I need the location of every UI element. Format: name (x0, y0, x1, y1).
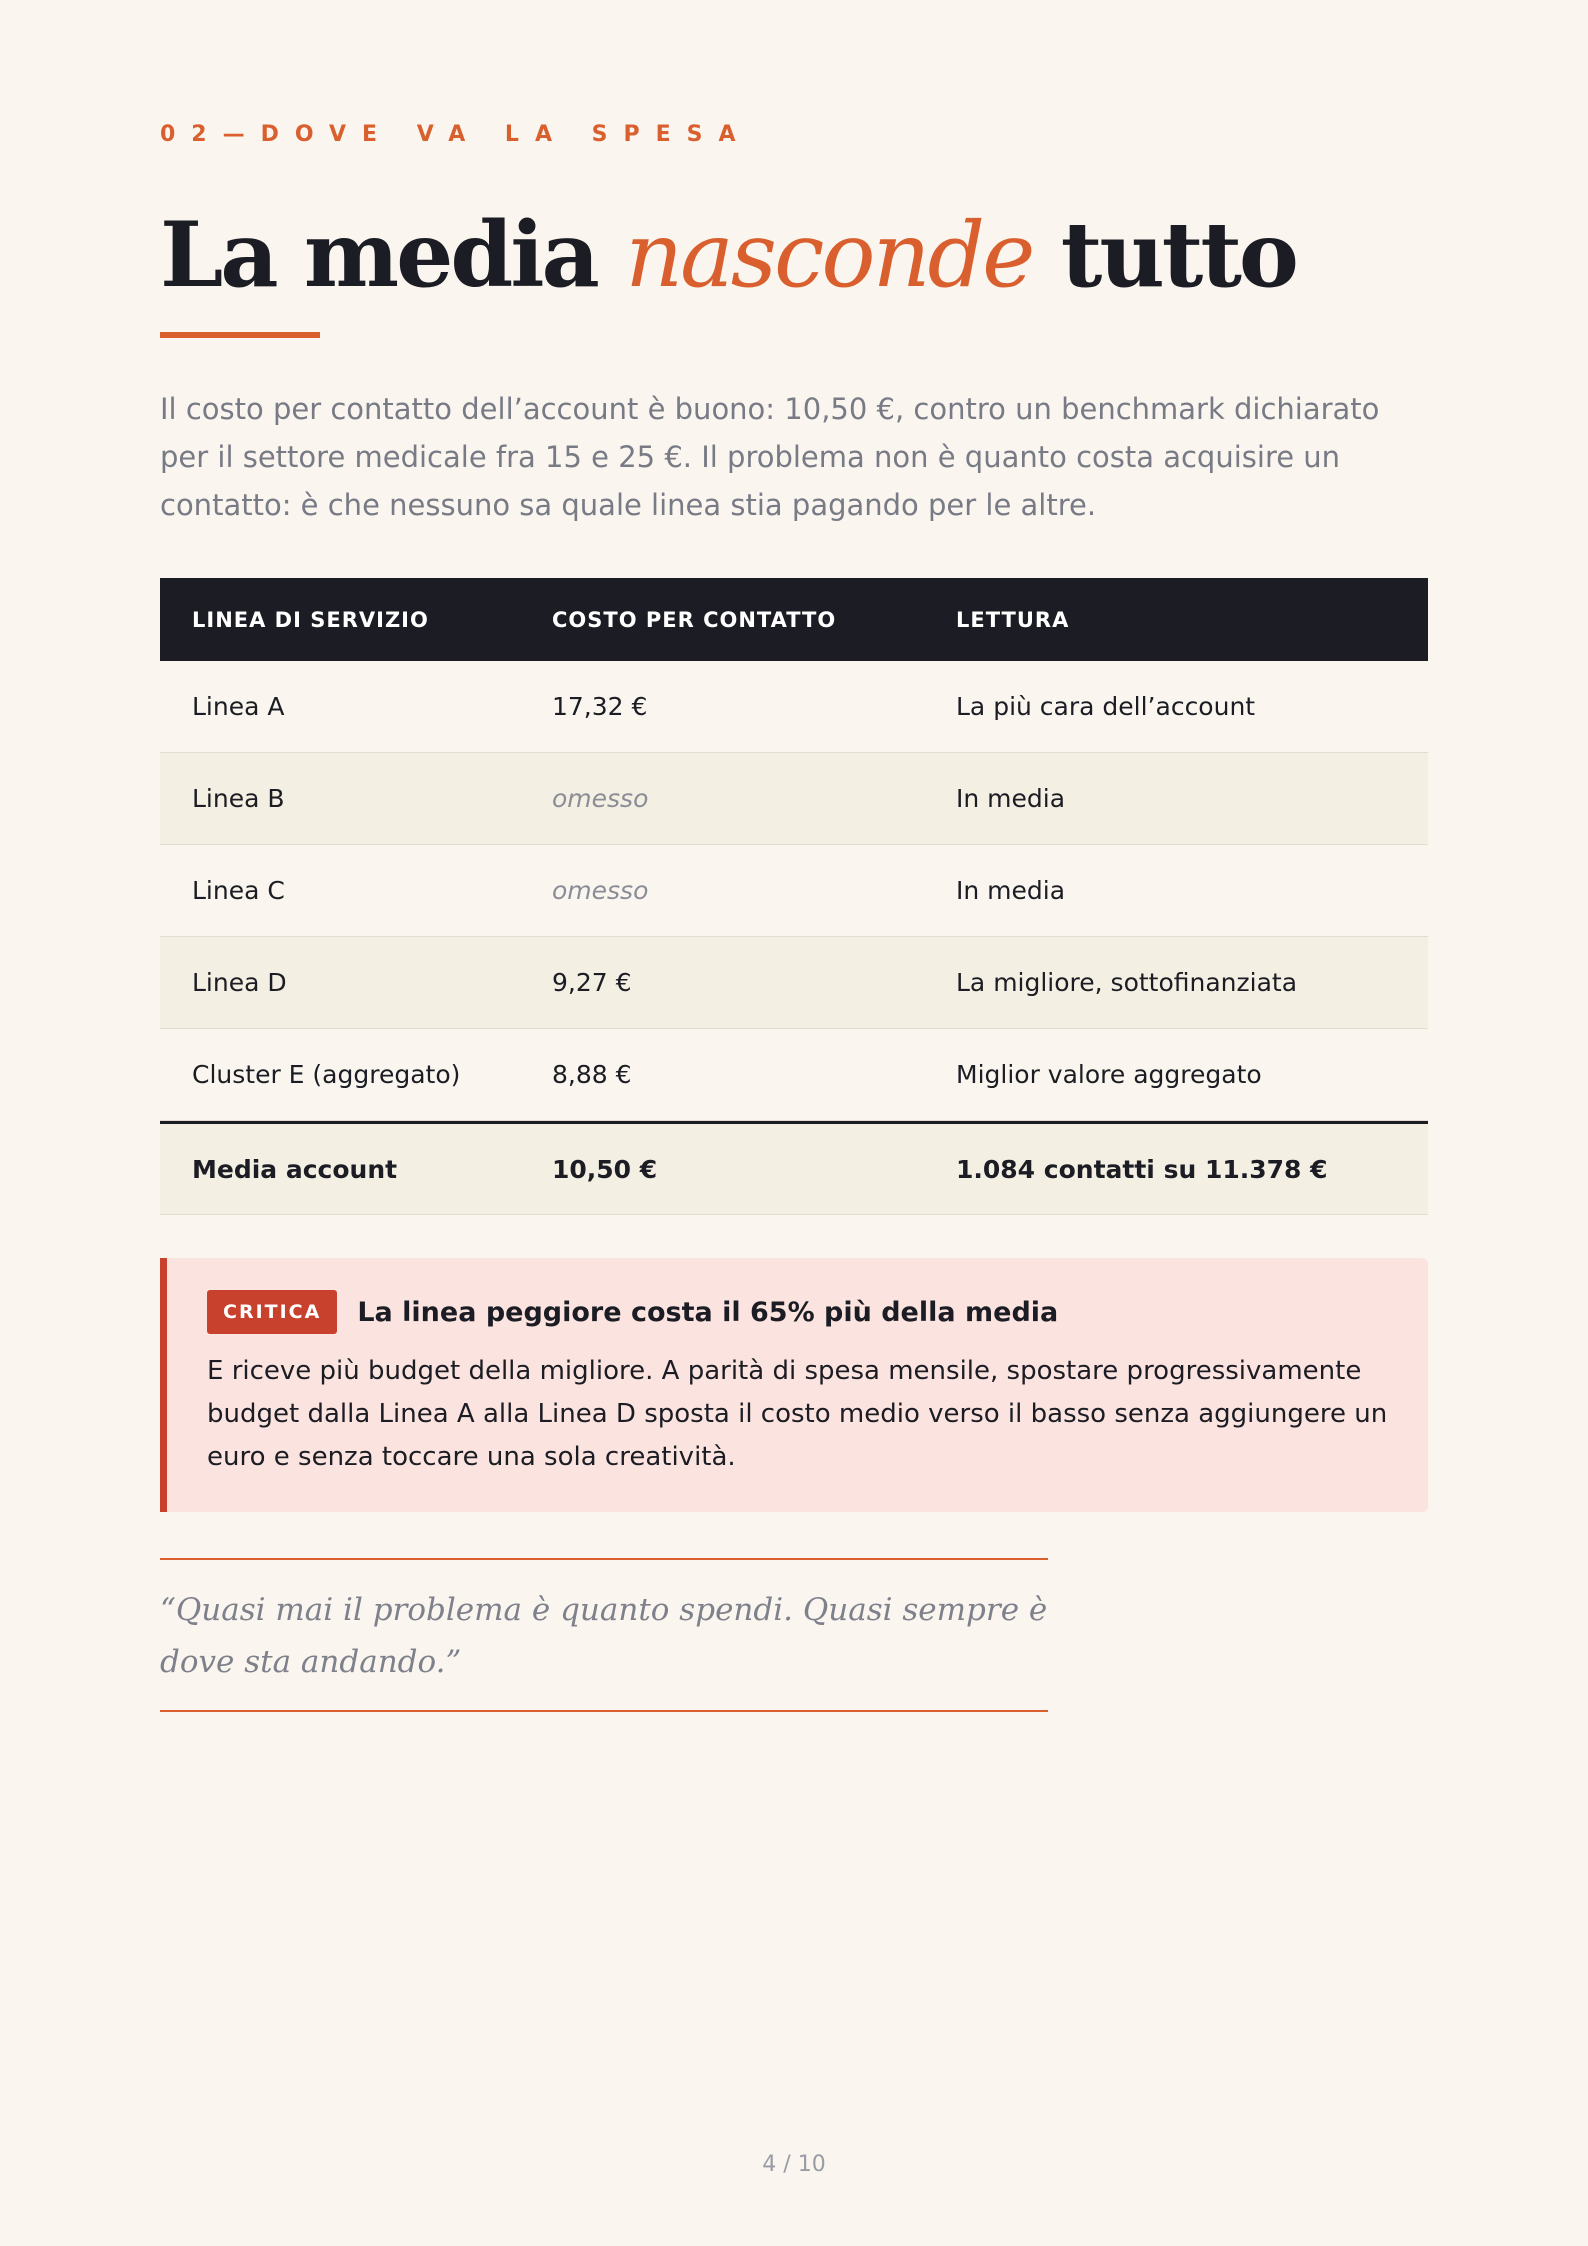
column-header-service-line: LINEA DI SERVIZIO (192, 607, 429, 632)
cell-cost: 8,88 € (552, 1060, 632, 1089)
table-row (160, 1029, 1428, 1121)
callout-title: La linea peggiore costa il 65% più della media (357, 1296, 1059, 1328)
section-eyebrow: 02—DOVE VA LA SPESA (160, 122, 752, 147)
cell-reading: La migliore, sottofinanziata (956, 968, 1298, 997)
cell-cost: omesso (552, 784, 649, 813)
pull-quote: “Quasi mai il problema è quanto spendi. Quasi sempre è dove sta andando.” (160, 1558, 1048, 1712)
total-cost: 10,50 € (552, 1154, 658, 1184)
cell-reading: Miglior valore aggregato (956, 1060, 1262, 1089)
column-header-cost-per-contact: COSTO PER CONTATTO (552, 607, 837, 632)
title-part-2: tutto (1032, 202, 1296, 308)
critical-badge: CRITICA (207, 1290, 337, 1334)
cell-reading: In media (956, 784, 1066, 813)
table-row (160, 937, 1428, 1029)
page-number: 4 / 10 (762, 2152, 826, 2177)
cell-cost: 17,32 € (552, 692, 648, 721)
cell-service-line: Linea A (192, 692, 285, 721)
cell-cost: 9,27 € (552, 968, 632, 997)
title-underline (160, 332, 320, 338)
table-total-row (160, 1121, 1428, 1215)
column-header-reading: LETTURA (956, 607, 1070, 632)
callout-header (207, 1290, 1388, 1334)
table-row (160, 661, 1428, 753)
table-header (160, 578, 1428, 661)
page-title (160, 200, 1296, 311)
cell-service-line: Linea D (192, 968, 287, 997)
total-reading: 1.084 contatti su 11.378 € (956, 1154, 1328, 1184)
title-accent: nasconde (625, 203, 1033, 308)
cell-service-line: Linea B (192, 784, 285, 813)
cost-table (160, 578, 1428, 1215)
critical-callout (160, 1258, 1428, 1512)
title-part-1: La media (160, 202, 626, 308)
intro-paragraph: Il costo per contatto dell’account è buono: 10,50 €, contro un benchmark dichiarato per il settore medicale fra 15 e 25 €. Il problema non è quanto costa acquisire un contatto: è che nessuno sa quale linea stia pagando per le altre. (160, 392, 1380, 522)
table-row (160, 753, 1428, 845)
cell-service-line: Linea C (192, 876, 285, 905)
cell-reading: In media (956, 876, 1066, 905)
callout-body: E riceve più budget della migliore. A parità di spesa mensile, spostare progressivamente budget dalla Linea A alla Linea D sposta il costo medio verso il basso senza aggiungere un euro e senza toccare una sola creatività. (207, 1356, 1388, 1472)
total-label: Media account (192, 1154, 398, 1184)
cell-cost: omesso (552, 876, 649, 905)
table-row (160, 845, 1428, 937)
cell-reading: La più cara dell’account (956, 692, 1256, 721)
cell-service-line: Cluster E (aggregato) (192, 1060, 461, 1089)
